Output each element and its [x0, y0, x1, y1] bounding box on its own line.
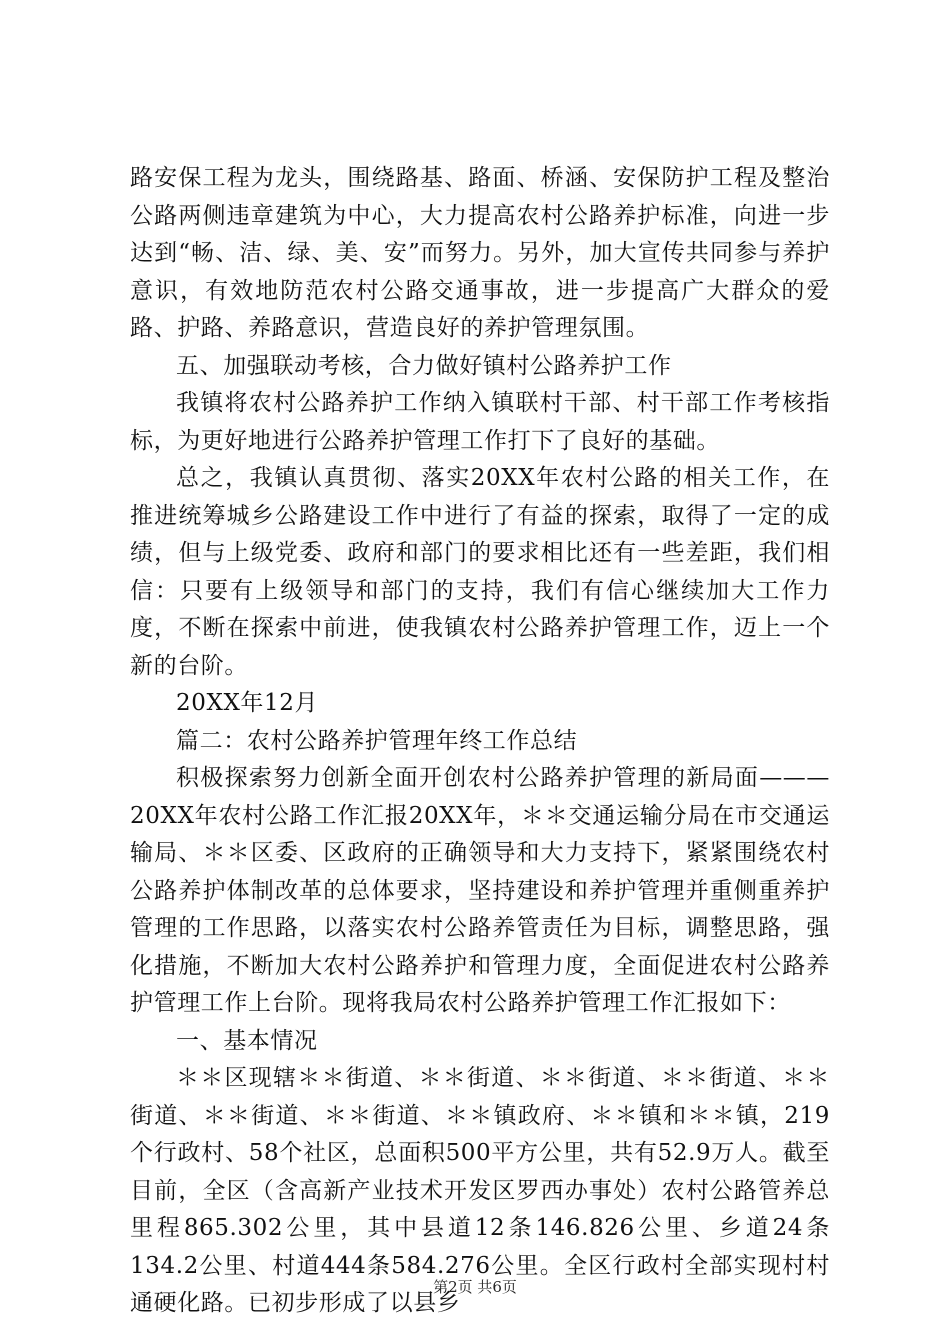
paragraph-conclusion: 总之，我镇认真贯彻、落实20XX年农村公路的相关工作，在推进统筹城乡公路建设工作中进行了有益的探索，取得了一定的成绩，但与上级党委、政府和部门的要求相比还有一些差距，我们相信：只要有上级领导和部门的支持，我们有信心继续加大工作力度，不断在探索中前进，使我镇农村公路养护管理工作，迈上一个新的台阶。	[130, 465, 830, 679]
document-body	[130, 160, 830, 1323]
paragraph-1: 路安保工程为龙头，围绕路基、路面、桥涵、安保防护工程及整治公路两侧违章建筑为中心，大力提高农村公路养护标准，向进一步达到“畅、洁、绿、美、安”而努力。另外，加大宣传共同参与养护意识，有效地防范农村公路交通事故，进一步提高广大群众的爱路、护路、养路意识，营造良好的养护管理氛围。	[130, 165, 830, 341]
paragraph-2: 我镇将农村公路养护工作纳入镇联村干部、村干部工作考核指标，为更好地进行公路养护管理工作打下了良好的基础。	[130, 390, 830, 454]
page-footer: 第2页 共6页	[433, 1278, 517, 1296]
date-line: 20XX年12月	[176, 690, 319, 716]
paragraph-report-intro: 积极探索努力创新全面开创农村公路养护管理的新局面———20XX年农村公路工作汇报20XX年，＊＊交通运输分局在市交通运输局、＊＊区委、区政府的正确领导和大力支持下，紧紧围绕农村公路养护体制改革的总体要求，坚持建设和养护管理并重侧重养护管理的工作思路，以落实农村公路养管责任为目标，调整思路，强化措施，不断加大农村公路养护和管理力度，全面促进农村公路养护管理工作上台阶。现将我局农村公路养护管理工作汇报如下：	[130, 765, 830, 1016]
section-heading-five: 五、加强联动考核，合力做好镇村公路养护工作	[176, 352, 672, 379]
chapter-two-title: 篇二：农村公路养护管理年终工作总结	[176, 727, 578, 754]
paragraph-basic-info: ＊＊区现辖＊＊街道、＊＊街道、＊＊街道、＊＊街道、＊＊街道、＊＊街道、＊＊街道、＊＊镇政府、＊＊镇和＊＊镇，219个行政村、58个社区，总面积500平方公里，共有52.9万人。截至目前，全区（含高新产业技术开发区罗西办事处）农村公路管养总里程865.302公里，其中县道12条146.826公里、乡道24条134.2公里、村道444条584.276公里。全区行政村全部实现村村通硬化路。已初步形成了以县乡	[130, 1065, 830, 1316]
section-heading-one: 一、基本情况	[176, 1027, 318, 1054]
